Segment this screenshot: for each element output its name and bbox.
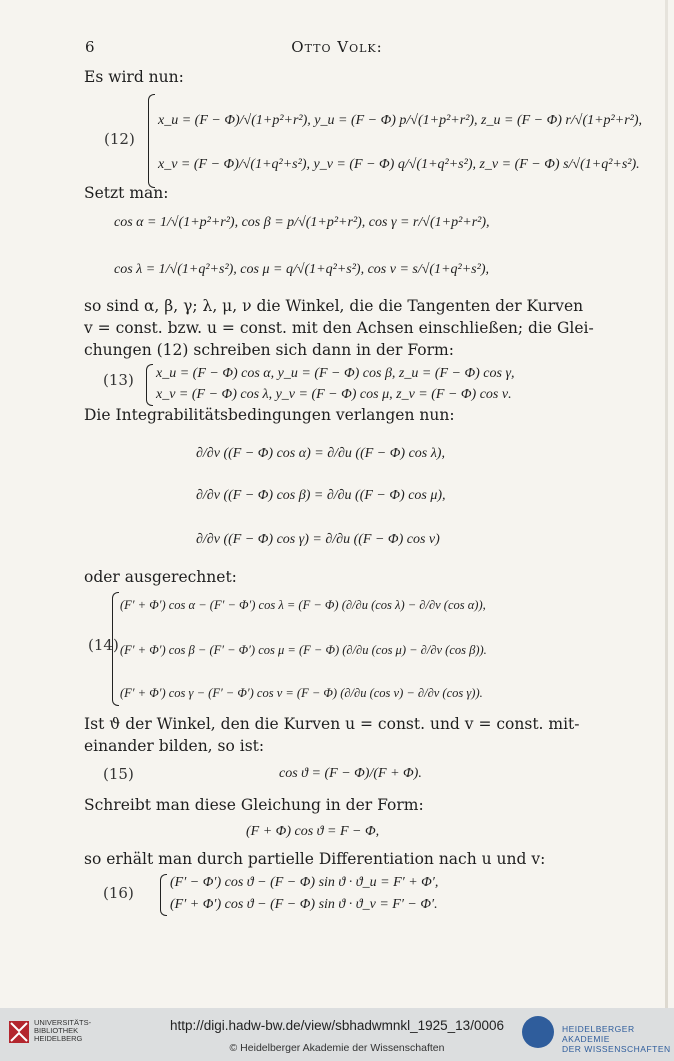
- document-url-link[interactable]: http://digi.hadw-bw.de/view/sbhadwmnkl_1925_13/0006: [170, 1018, 504, 1033]
- paragraph-intro: Es wird nun:: [84, 68, 184, 86]
- equation-13b: x_v = (F − Φ) cos λ, y_v = (F − Φ) cos μ, z_v = (F − Φ) cos ν.: [156, 387, 512, 402]
- paragraph-winkel-1: so sind α, β, γ; λ, μ, ν die Winkel, die die Tangenten der Kurven: [84, 297, 584, 315]
- brace-13: [146, 364, 153, 406]
- page-number: 6: [85, 38, 95, 56]
- equation-14b: (F′ + Φ′) cos β − (F′ − Φ′) cos μ = (F − Φ) (∂/∂u (cos μ) − ∂/∂v (cos β)).: [120, 643, 487, 657]
- equation-number-15: (15): [103, 765, 134, 783]
- academy-name-text: HEIDELBERGER AKADEMIE DER WISSENSCHAFTEN: [562, 1024, 671, 1054]
- equation-15: cos ϑ = (F − Φ)/(F + Φ).: [279, 766, 422, 781]
- equation-number-16: (16): [103, 884, 134, 902]
- academy-seal-logo: [522, 1016, 554, 1048]
- paragraph-winkel-3: chungen (12) schreiben sich dann in der Form:: [84, 341, 454, 359]
- equation-16a: (F′ − Φ′) cos ϑ − (F − Φ) sin ϑ · ϑ_u = F′ + Φ′,: [170, 875, 439, 890]
- equation-15b: (F + Φ) cos ϑ = F − Φ,: [246, 824, 380, 839]
- equation-cos-lambda: cos λ = 1/√(1+q²+s²), cos μ = q/√(1+q²+s²), cos ν = s/√(1+q²+s²),: [114, 262, 489, 277]
- equation-16b: (F′ + Φ′) cos ϑ − (F − Φ) sin ϑ · ϑ_v = F′ − Φ′.: [170, 897, 438, 912]
- paragraph-differentiation: so erhält man durch partielle Differentiation nach u und v:: [84, 850, 546, 868]
- equation-integrability-2: ∂/∂v ((F − Φ) cos β) = ∂/∂u ((F − Φ) cos μ),: [196, 488, 446, 503]
- equation-12b: x_v = (F − Φ)/√(1+q²+s²), y_v = (F − Φ) q/√(1+q²+s²), z_v = (F − Φ) s/√(1+q²+s²).: [158, 157, 640, 172]
- equation-number-12: (12): [104, 130, 135, 148]
- page-header: [0, 38, 674, 58]
- equation-integrability-1: ∂/∂v ((F − Φ) cos α) = ∂/∂u ((F − Φ) cos λ),: [196, 446, 445, 461]
- page-edge: [665, 0, 668, 1008]
- equation-number-14: (14): [88, 636, 119, 654]
- paragraph-schreibt: Schreibt man diese Gleichung in der Form:: [84, 796, 424, 814]
- equation-14a: (F′ + Φ′) cos α − (F′ − Φ′) cos λ = (F − Φ) (∂/∂u (cos λ) − ∂/∂v (cos α)),: [120, 598, 486, 612]
- equation-number-13: (13): [103, 371, 134, 389]
- equation-cos-alpha: cos α = 1/√(1+p²+r²), cos β = p/√(1+p²+r²), cos γ = r/√(1+p²+r²),: [114, 215, 490, 230]
- running-title: Otto Volk:: [291, 38, 383, 56]
- brace-14: [112, 592, 119, 706]
- equation-14c: (F′ + Φ′) cos γ − (F′ − Φ′) cos ν = (F − Φ) (∂/∂u (cos ν) − ∂/∂v (cos γ)).: [120, 686, 483, 700]
- equation-12a: x_u = (F − Φ)/√(1+p²+r²), y_u = (F − Φ) p/√(1+p²+r²), z_u = (F − Φ) r/√(1+p²+r²),: [158, 113, 643, 128]
- paragraph-theta-2: einander bilden, so ist:: [84, 737, 265, 755]
- paragraph-integrabilitaet: Die Integrabilitätsbedingungen verlangen nun:: [84, 406, 455, 424]
- equation-13a: x_u = (F − Φ) cos α, y_u = (F − Φ) cos β, z_u = (F − Φ) cos γ,: [156, 366, 515, 381]
- paragraph-ausgerechnet: oder ausgerechnet:: [84, 568, 237, 586]
- university-library-text: UNIVERSITÄTS- BIBLIOTHEK HEIDELBERG: [34, 1018, 92, 1043]
- equation-integrability-3: ∂/∂v ((F − Φ) cos γ) = ∂/∂u ((F − Φ) cos ν): [196, 532, 440, 547]
- brace-16: [160, 874, 167, 916]
- paragraph-setzt-man: Setzt man:: [84, 184, 169, 202]
- copyright-text: © Heidelberger Akademie der Wissenschaften: [229, 1042, 445, 1054]
- brace-12: [148, 94, 155, 188]
- paragraph-winkel-2: v = const. bzw. u = const. mit den Achsen einschließen; die Glei-: [84, 319, 594, 337]
- paragraph-theta-1: Ist ϑ der Winkel, den die Kurven u = const. und v = const. mit-: [84, 715, 580, 733]
